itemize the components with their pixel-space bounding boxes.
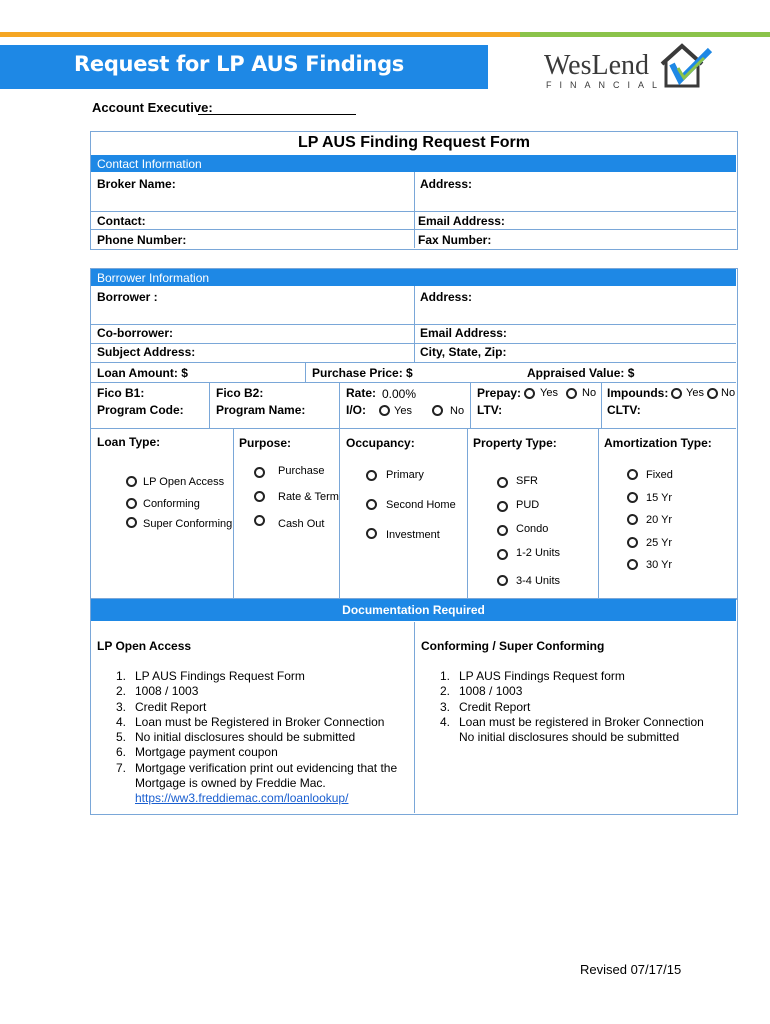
- contact-section-bar: [91, 155, 736, 172]
- borrower-email-field[interactable]: Email Address:: [420, 326, 507, 340]
- occupancy-label: Occupancy:: [346, 436, 415, 450]
- broker-name-field[interactable]: Broker Name:: [97, 177, 176, 191]
- divider: [339, 428, 340, 598]
- io-no-radio[interactable]: [432, 405, 443, 416]
- loan-type-label: Loan Type:: [97, 435, 161, 449]
- occupancy-option: Investment: [386, 529, 440, 541]
- cltv-field[interactable]: CLTV:: [607, 403, 641, 417]
- list-item: 2. 1008 / 1003: [115, 684, 199, 699]
- occupancy-option: Second Home: [386, 499, 456, 511]
- city-state-zip-field[interactable]: City, State, Zip:: [420, 345, 507, 359]
- fico-b1-field[interactable]: Fico B1:: [97, 386, 145, 400]
- property-type-radio[interactable]: [497, 477, 508, 488]
- list-item-continuation: Mortgage is owned by Freddie Mac.: [135, 776, 326, 791]
- list-item: 5. No initial disclosures should be submitted: [115, 730, 356, 745]
- amortization-option: 25 Yr: [646, 537, 673, 549]
- io-yes-label: Yes: [394, 405, 412, 417]
- fax-field[interactable]: Fax Number:: [418, 233, 492, 247]
- house-check-icon: [658, 42, 716, 88]
- divider: [209, 382, 210, 428]
- impounds-yes-radio[interactable]: [671, 388, 682, 399]
- program-name-field[interactable]: Program Name:: [216, 403, 306, 417]
- divider: [601, 382, 602, 428]
- borrower-address-field[interactable]: Address:: [420, 290, 473, 304]
- phone-field[interactable]: Phone Number:: [97, 233, 187, 247]
- subject-address-field[interactable]: Subject Address:: [97, 345, 196, 359]
- documentation-section-label: Documentation Required: [342, 603, 485, 617]
- list-item: 4. Loan must be Registered in Broker Connection: [115, 714, 385, 729]
- revised-date: Revised 07/17/15: [580, 962, 682, 977]
- form-title: LP AUS Finding Request Form: [297, 134, 530, 151]
- contact-address-field[interactable]: Address:: [420, 177, 473, 191]
- prepay-yes-label: Yes: [540, 387, 558, 399]
- divider: [598, 428, 599, 598]
- list-item-continuation: [100, 791, 410, 806]
- top-accent-orange: [0, 32, 520, 37]
- purpose-option: Cash Out: [278, 518, 325, 530]
- list-item: 1. LP AUS Findings Request form: [439, 669, 625, 683]
- freddie-mac-loan-lookup-link[interactable]: https://ww3.freddiemac.com/loanlookup/: [135, 791, 349, 806]
- property-type-option: 1-2 Units: [516, 547, 561, 559]
- conforming-title: Conforming / Super Conforming: [421, 639, 605, 653]
- logo-name: WesLend: [544, 50, 650, 81]
- io-label: I/O:: [346, 403, 366, 417]
- contact-section-label: Contact Information: [97, 157, 202, 171]
- amortization-radio[interactable]: [627, 559, 638, 570]
- prepay-no-radio[interactable]: [566, 388, 577, 399]
- impounds-label: Impounds:: [607, 386, 669, 400]
- impounds-no-label: No: [721, 387, 736, 399]
- loan-type-radio[interactable]: [126, 498, 137, 509]
- purpose-label: Purpose:: [239, 436, 292, 450]
- borrower-section-label: Borrower Information: [97, 271, 210, 285]
- appraised-value-field[interactable]: Appraised Value: $: [527, 366, 635, 380]
- io-no-label: No: [450, 405, 465, 417]
- occupancy-radio[interactable]: [366, 499, 377, 510]
- amortization-option: 30 Yr: [646, 559, 673, 571]
- prepay-label: Prepay:: [477, 386, 522, 400]
- divider: [339, 382, 340, 428]
- rate-label: Rate:: [346, 386, 377, 400]
- property-type-label: Property Type:: [473, 436, 557, 450]
- logo-subtitle: FINANCIAL: [546, 80, 666, 90]
- divider: [414, 622, 415, 813]
- property-type-option: 3-4 Units: [516, 575, 561, 587]
- loan-type-option: Conforming: [143, 498, 200, 510]
- purchase-price-field[interactable]: Purchase Price: $: [312, 366, 413, 380]
- divider: [91, 229, 736, 230]
- rate-value[interactable]: 0.00%: [382, 387, 417, 401]
- property-type-radio[interactable]: [497, 575, 508, 586]
- weslend-logo: [540, 42, 720, 92]
- conforming-list: [424, 669, 734, 745]
- amortization-radio[interactable]: [627, 537, 638, 548]
- program-code-field[interactable]: Program Code:: [97, 403, 184, 417]
- list-item-continuation: No initial disclosures should be submitted: [459, 730, 680, 745]
- borrower-field[interactable]: Borrower :: [97, 290, 158, 304]
- divider: [470, 382, 471, 428]
- amortization-radio[interactable]: [627, 469, 638, 480]
- amortization-label: Amortization Type:: [604, 436, 712, 450]
- documentation-section-bar: [91, 599, 736, 621]
- occupancy-radio[interactable]: [366, 470, 377, 481]
- purpose-option: Rate & Term: [278, 491, 339, 503]
- amortization-radio[interactable]: [627, 492, 638, 503]
- loan-type-option: LP Open Access: [143, 476, 225, 488]
- lp-open-access-list: [100, 669, 410, 807]
- property-type-radio[interactable]: [497, 525, 508, 536]
- list-item: 6. Mortgage payment coupon: [115, 745, 278, 760]
- loan-type-radio[interactable]: [126, 476, 137, 487]
- impounds-yes-label: Yes: [686, 387, 704, 399]
- impounds-no-radio[interactable]: [707, 388, 718, 399]
- divider: [91, 382, 736, 383]
- prepay-no-label: No: [582, 387, 597, 399]
- ltv-field[interactable]: LTV:: [477, 403, 503, 417]
- property-type-option: PUD: [516, 499, 540, 511]
- purpose-option: Purchase: [278, 465, 325, 477]
- account-executive-label: Account Executive:: [92, 100, 213, 115]
- loan-type-option: Super Conforming: [143, 518, 233, 530]
- amortization-option: Fixed: [646, 469, 673, 481]
- lp-open-access-title: LP Open Access: [97, 639, 192, 653]
- occupancy-option: Primary: [386, 469, 424, 481]
- purpose-radio[interactable]: [254, 467, 265, 478]
- list-item: 7. Mortgage verification print out evidencing that the: [115, 760, 398, 775]
- divider: [91, 428, 736, 429]
- divider: [414, 172, 415, 248]
- page-title: Request for LP AUS Findings: [74, 52, 405, 76]
- top-accent-green: [520, 32, 770, 37]
- list-item: 2. 1008 / 1003: [439, 684, 523, 699]
- list-item: 3. Credit Report: [115, 699, 207, 714]
- purpose-radio[interactable]: [254, 491, 265, 502]
- io-yes-radio[interactable]: [379, 405, 390, 416]
- property-type-radio[interactable]: [497, 501, 508, 512]
- amortization-option: 20 Yr: [646, 514, 673, 526]
- contact-email-field[interactable]: Email Address:: [418, 214, 505, 228]
- divider: [91, 324, 736, 325]
- property-type-option: SFR: [516, 475, 538, 487]
- list-item: 4. Loan must be registered in Broker Connection: [439, 714, 704, 729]
- list-item: 1. LP AUS Findings Request Form: [115, 669, 305, 683]
- account-executive-field[interactable]: [198, 114, 356, 115]
- amortization-radio[interactable]: [627, 514, 638, 525]
- list-item: 3. Credit Report: [439, 699, 531, 714]
- divider: [91, 362, 736, 363]
- divider: [467, 428, 468, 598]
- loan-amount-field[interactable]: Loan Amount: $: [97, 366, 188, 380]
- divider: [91, 211, 736, 212]
- coborrower-field[interactable]: Co-borrower:: [97, 326, 173, 340]
- property-type-option: Condo: [516, 523, 549, 535]
- purpose-radio[interactable]: [254, 515, 265, 526]
- fico-b2-field[interactable]: Fico B2:: [216, 386, 264, 400]
- borrower-section-bar: [91, 269, 736, 286]
- contact-field[interactable]: Contact:: [97, 214, 146, 228]
- amortization-option: 15 Yr: [646, 492, 673, 504]
- divider: [91, 343, 736, 344]
- divider: [305, 362, 306, 382]
- loan-type-radio[interactable]: [126, 517, 137, 528]
- divider: [233, 428, 234, 598]
- property-type-radio[interactable]: [497, 549, 508, 560]
- prepay-yes-radio[interactable]: [524, 388, 535, 399]
- occupancy-radio[interactable]: [366, 528, 377, 539]
